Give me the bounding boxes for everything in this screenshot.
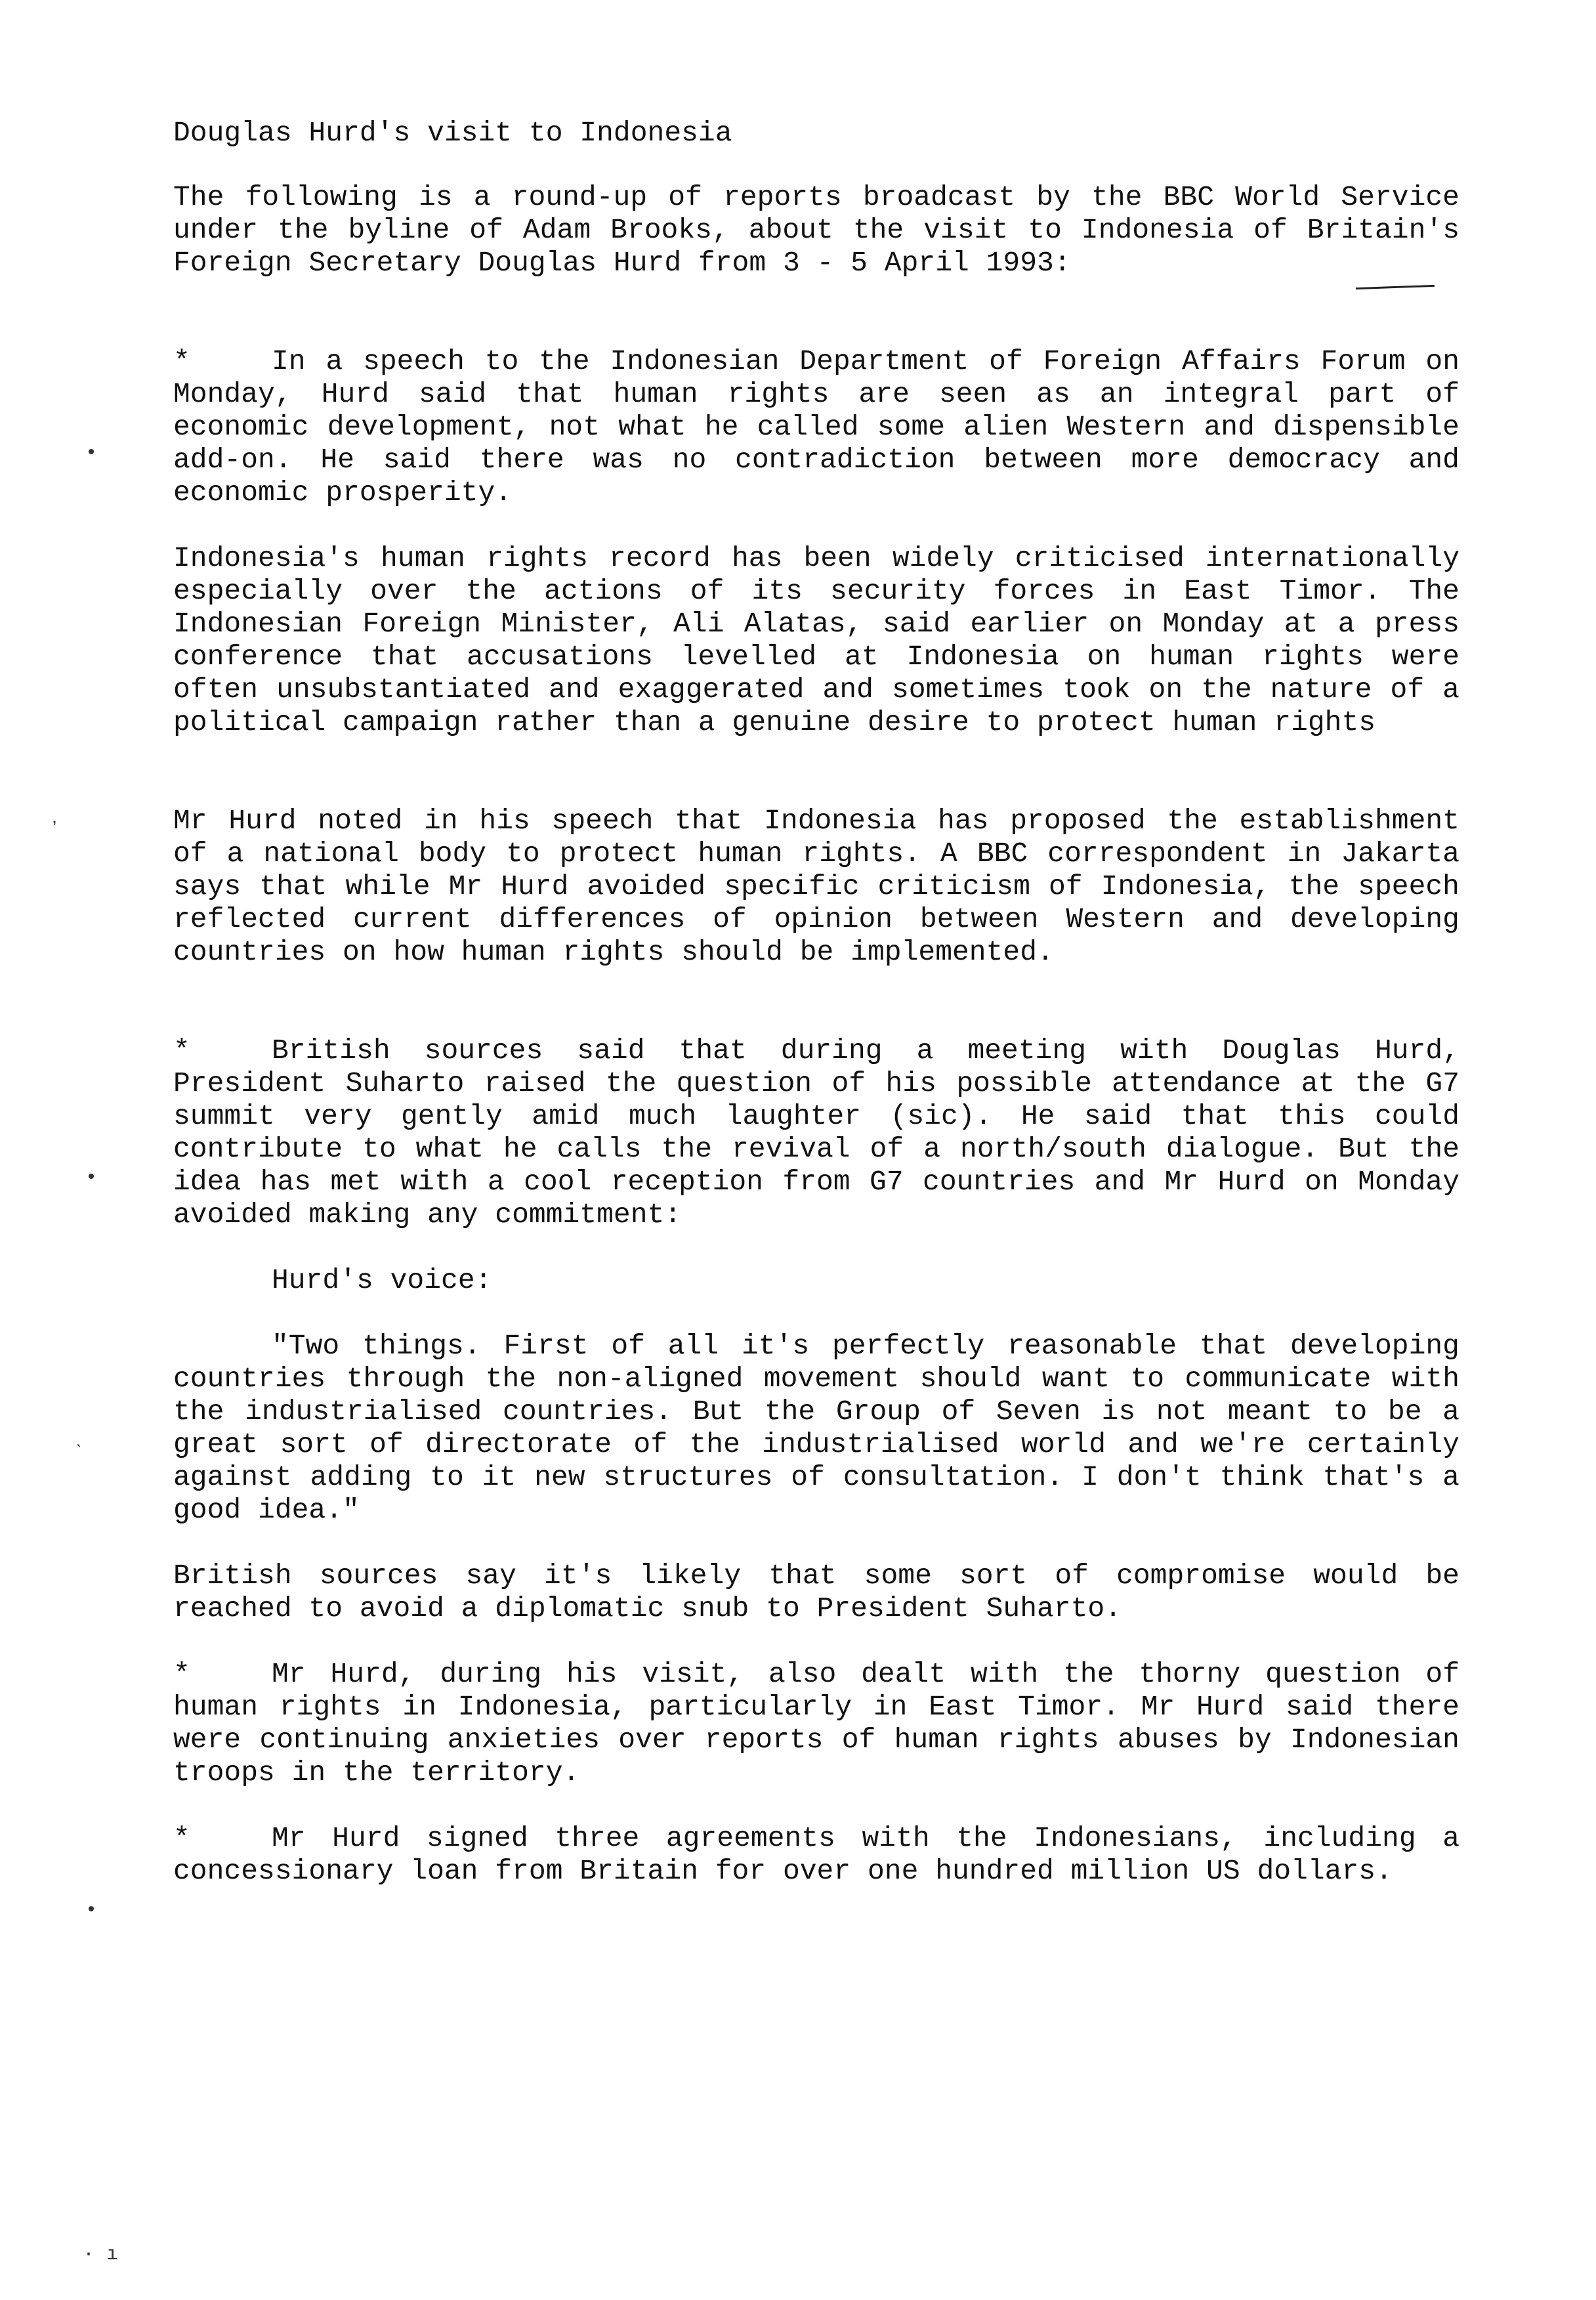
margin-dot: • [85,442,98,465]
margin-dot: • [85,1167,98,1189]
quote-paragraph [173,1330,1460,1527]
paragraph-national-body: Mr Hurd noted in his speech that Indonesia has proposed the establishment of a national body to protect human rights. A BBC correspondent in Jakarta says that while Mr Hurd avoided specific criticism of Indonesia, the speech reflected current differences of opinion between Western and developing countries on how human rights should be implemented. [173,805,1460,968]
bullet-marker: * [173,1034,190,1067]
margin-dot: · ı [83,2244,119,2266]
paragraph-text: British sources said that during a meeting with Douglas Hurd, President Suharto raised the question of his possible attendance at the G7 summit very gently amid much laughter (sic). He said that this could contribute to what he calls the revival of a north/south dialogue. But the idea has met with a cool reception from G7 countries and Mr Hurd on Monday avoided making any commitment: [173,1034,1460,1231]
bullet-marker: * [173,345,190,377]
handwritten-underline [1356,285,1435,292]
bullet-paragraph-agreements [173,1822,1460,1888]
document-title: Douglas Hurd's visit to Indonesia [173,117,732,149]
bullet-marker: * [173,1822,190,1854]
intro-paragraph: The following is a round-up of reports broadcast by the BBC World Service under the byline of Adam Brooks, about the visit to Indonesia of Britain's Foreign Secretary Douglas Hurd from 3 - 5 April 1993: [173,181,1460,279]
bullet-paragraph-speech [173,345,1460,509]
bullet-marker: * [173,1658,190,1690]
paragraph-text: Mr Hurd, during his visit, also dealt with the thorny question of human rights in Indonesia, particularly in East Timor. Mr Hurd said there were continuing anxieties over reports of human rights abuses by Indonesian troops in the territory. [173,1658,1460,1789]
margin-dot: • [85,1900,98,1922]
paragraph-human-rights-record: Indonesia's human rights record has been widely criticised internationally especially over the actions of its security forces in East Timor. The Indonesian Foreign Minister, Ali Alatas, said earlier on Monday at a press conference that accusations levelled at Indonesia on human rights were often unsubstantiated and exaggerated and sometimes took on the nature of a political campaign rather than a genuine desire to protect human rights [173,542,1460,738]
quote-text: "Two things. First of all it's perfectly reasonable that developing countries through the non-aligned movement should want to communicate with the industrialised countries. But the Group of Seven is not meant to be a great sort of directorate of the industrialised world and we're certainly against adding to it new structures of consultation. I don't think that's a good idea." [173,1330,1460,1526]
bullet-paragraph-g7 [173,1034,1460,1231]
margin-tick: ˋ [74,1443,86,1465]
paragraph-text: Mr Hurd signed three agreements with the Indonesians, including a concessionary loan from Britain for over one hundred million US dollars. [173,1822,1460,1887]
paragraph-compromise: British sources say it's likely that some sort of compromise would be reached to avoid a diplomatic snub to President Suharto. [173,1560,1460,1625]
margin-tick: ʼ [49,819,61,841]
bullet-paragraph-east-timor [173,1658,1460,1789]
speaker-label: Hurd's voice: [272,1264,492,1296]
paragraph-text: In a speech to the Indonesian Department of Foreign Affairs Forum on Monday, Hurd said that human rights are seen as an integral part of economic development, not what he called some alien Western and dispensible add-on. He said there was no contradiction between more democracy and economic prosperity. [173,345,1460,509]
